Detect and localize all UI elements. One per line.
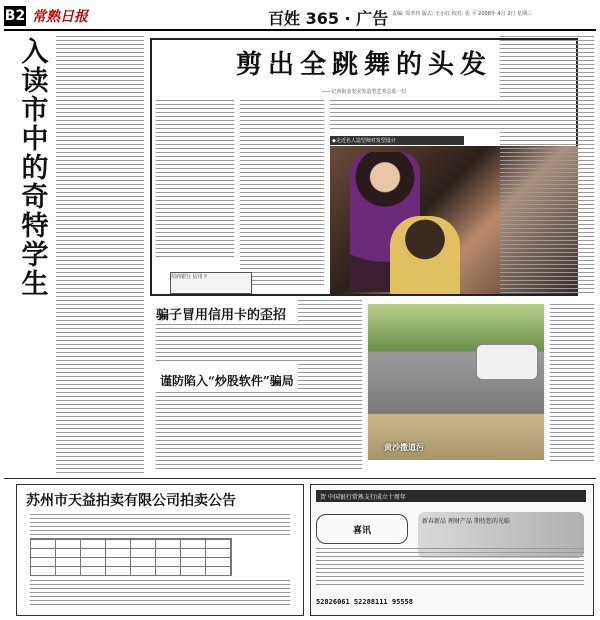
column-title: 百姓 365 · 广告 (268, 9, 389, 28)
road-sand-photo (368, 304, 544, 460)
auction-text (30, 514, 290, 536)
client-figure (390, 216, 460, 294)
road-photo-caption: 黄沙撒道污 (384, 443, 424, 452)
auction-footer-text (30, 580, 290, 610)
header-rule (4, 29, 596, 31)
auction-title: 苏州市天益拍卖有限公司拍卖公告 (26, 493, 236, 509)
auction-table (30, 538, 232, 576)
page-number: B2 (4, 8, 26, 24)
bank-ad-text (316, 548, 584, 592)
bank-banner: 贺 中国银行常熟支行成立十周年 (316, 490, 586, 502)
road-photo-side-text (550, 304, 594, 464)
header-meta: 责编: 周孝玲 版式: 王小红 校对: 张 平 2008年 4月 2日 星期三 (392, 11, 533, 17)
feature-subtitle: ——记西街金发美发造型艺术总监一位 (321, 89, 407, 95)
story-headline-credit-card: 骗子冒用信用卡的歪招 (156, 308, 287, 323)
left-column-text (56, 36, 144, 476)
bottom-rule (4, 478, 596, 479)
van-figure (476, 344, 538, 380)
feature-text-col-2 (240, 100, 324, 290)
bank-promo: 新春新品 理财产品 期待您的光临 (418, 512, 584, 558)
bank-logo: 喜讯 (316, 514, 408, 544)
bank-phone-numbers: 52826061 52288111 95558 (316, 598, 413, 606)
story-headline-stock-software: 谨防陷入“炒股软件”骗局 (160, 374, 294, 388)
newspaper-name: 常熟日报 (32, 9, 88, 25)
road-story-text (298, 300, 362, 470)
bank-card-ad: 招商银行 信用卡 (170, 272, 252, 294)
feature-text-col-1 (156, 100, 234, 268)
feature-title: 剪出全跳舞的头发 (235, 50, 492, 80)
vertical-headline: 入读市中的奇特学生 (21, 37, 49, 300)
right-column-text (500, 36, 594, 296)
photo-caption: ◆走近名人造型师对发型设计 (330, 136, 464, 145)
